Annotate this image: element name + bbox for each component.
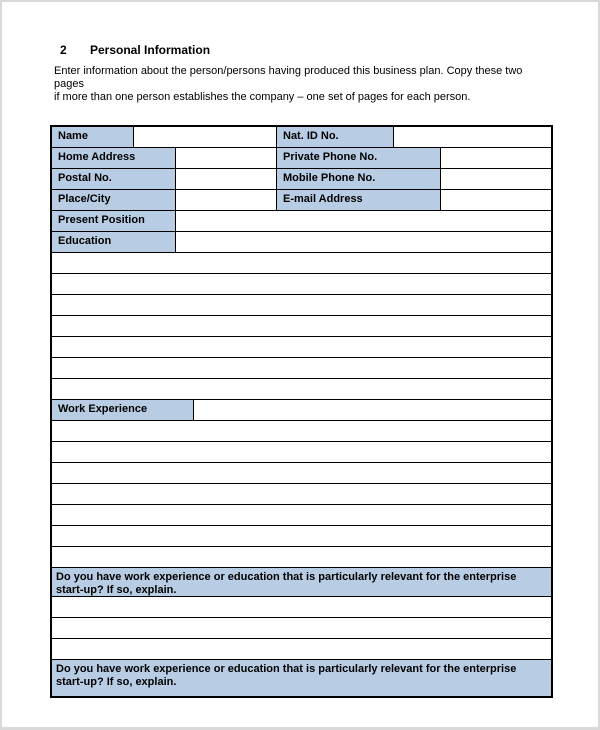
education-blank-row[interactable] bbox=[52, 316, 551, 337]
place-city-label: Place/City bbox=[52, 190, 176, 210]
blank-line-cell[interactable] bbox=[52, 316, 551, 336]
form-row-work-experience bbox=[52, 400, 551, 421]
blank-line-cell[interactable] bbox=[52, 547, 551, 567]
question-blank-row[interactable] bbox=[52, 618, 551, 639]
education-input-cell[interactable] bbox=[176, 232, 551, 252]
mobile-phone-label: Mobile Phone No. bbox=[277, 169, 441, 189]
intro-line-2: if more than one person establishes the company – one set of pages for each person. bbox=[54, 91, 471, 103]
form-row-postal bbox=[52, 169, 551, 190]
blank-line-cell[interactable] bbox=[52, 484, 551, 504]
home-address-input-cell[interactable] bbox=[176, 148, 277, 168]
form-row-place-city bbox=[52, 190, 551, 211]
mobile-phone-input-cell[interactable] bbox=[441, 169, 551, 189]
question-blank-row[interactable] bbox=[52, 639, 551, 660]
question-1-prompt: Do you have work experience or education that is particularly relevant for the enterprise start-up? If so, explain. bbox=[52, 568, 551, 596]
section-heading bbox=[60, 43, 552, 57]
work-blank-row[interactable] bbox=[52, 442, 551, 463]
work-blank-row[interactable] bbox=[52, 463, 551, 484]
work-blank-row[interactable] bbox=[52, 505, 551, 526]
home-address-label: Home Address bbox=[52, 148, 176, 168]
present-position-label: Present Position bbox=[52, 211, 176, 231]
blank-line-cell[interactable] bbox=[52, 358, 551, 378]
blank-line-cell[interactable] bbox=[52, 442, 551, 462]
blank-line-cell[interactable] bbox=[52, 379, 551, 399]
postal-no-input-cell[interactable] bbox=[176, 169, 277, 189]
question-2-prompt: Do you have work experience or education that is particularly relevant for the enterprise start-up? If so, explain. bbox=[52, 660, 551, 696]
education-blank-row[interactable] bbox=[52, 253, 551, 274]
education-blank-row[interactable] bbox=[52, 358, 551, 379]
education-blank-row[interactable] bbox=[52, 379, 551, 400]
intro-line-1: Enter information about the person/persons having produced this business plan. Copy these two pages bbox=[54, 65, 523, 90]
form-row-name bbox=[52, 127, 551, 148]
email-address-input-cell[interactable] bbox=[441, 190, 551, 210]
page-content bbox=[2, 2, 598, 698]
question-blank-row[interactable] bbox=[52, 597, 551, 618]
education-blank-row[interactable] bbox=[52, 274, 551, 295]
form-row-question-2 bbox=[52, 660, 551, 696]
blank-line-cell[interactable] bbox=[52, 597, 551, 617]
form-row-question-1 bbox=[52, 568, 551, 597]
form-row-education bbox=[52, 232, 551, 253]
postal-no-label: Postal No. bbox=[52, 169, 176, 189]
education-blank-row[interactable] bbox=[52, 337, 551, 358]
work-blank-row[interactable] bbox=[52, 421, 551, 442]
intro-paragraph bbox=[54, 65, 552, 104]
blank-line-cell[interactable] bbox=[52, 639, 551, 659]
blank-line-cell[interactable] bbox=[52, 421, 551, 441]
blank-line-cell[interactable] bbox=[52, 274, 551, 294]
blank-line-cell[interactable] bbox=[52, 505, 551, 525]
education-blank-row[interactable] bbox=[52, 295, 551, 316]
name-label: Name bbox=[52, 127, 134, 147]
form-row-home-address bbox=[52, 148, 551, 169]
blank-line-cell[interactable] bbox=[52, 463, 551, 483]
section-title: Personal Information bbox=[90, 43, 211, 57]
private-phone-label: Private Phone No. bbox=[277, 148, 441, 168]
work-blank-row[interactable] bbox=[52, 526, 551, 547]
email-address-label: E-mail Address bbox=[277, 190, 441, 210]
form-row-present-position bbox=[52, 211, 551, 232]
blank-line-cell[interactable] bbox=[52, 526, 551, 546]
personal-info-table bbox=[50, 125, 553, 698]
work-experience-label: Work Experience bbox=[52, 400, 194, 420]
blank-line-cell[interactable] bbox=[52, 253, 551, 273]
blank-line-cell[interactable] bbox=[52, 295, 551, 315]
private-phone-input-cell[interactable] bbox=[441, 148, 551, 168]
section-number: 2 bbox=[60, 43, 67, 57]
name-input-cell[interactable] bbox=[134, 127, 277, 147]
place-city-input-cell[interactable] bbox=[176, 190, 277, 210]
blank-line-cell[interactable] bbox=[52, 618, 551, 638]
work-experience-input-cell[interactable] bbox=[194, 400, 551, 420]
nat-id-input-cell[interactable] bbox=[394, 127, 551, 147]
education-label: Education bbox=[52, 232, 176, 252]
nat-id-label: Nat. ID No. bbox=[277, 127, 394, 147]
blank-line-cell[interactable] bbox=[52, 337, 551, 357]
work-blank-row[interactable] bbox=[52, 484, 551, 505]
present-position-input-cell[interactable] bbox=[176, 211, 551, 231]
work-blank-row[interactable] bbox=[52, 547, 551, 568]
